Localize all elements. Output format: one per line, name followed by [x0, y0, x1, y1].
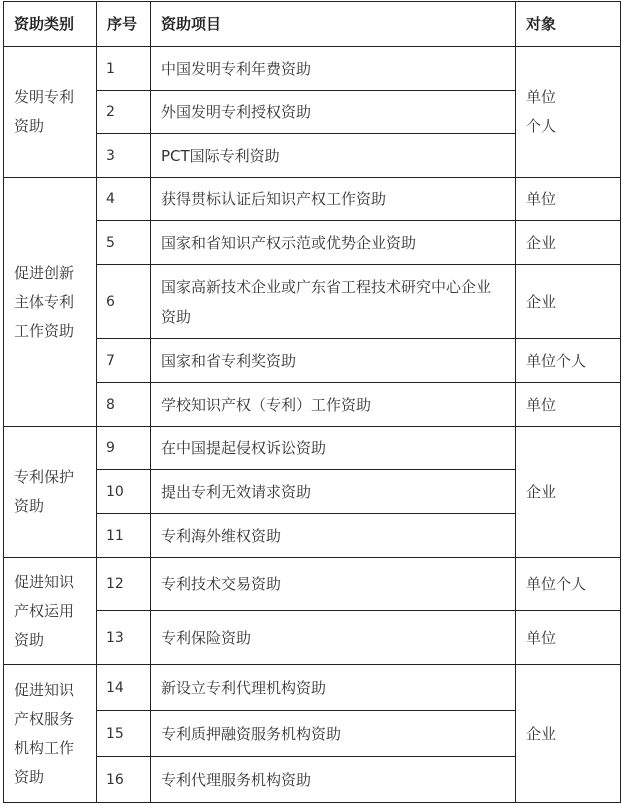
item-cell: 学校知识产权（专利）工作资助: [151, 383, 516, 427]
category-cell: 发明专利资助: [4, 47, 97, 178]
item-cell: 专利海外维权资助: [151, 514, 516, 558]
row-number: 12: [97, 558, 151, 611]
header-number: 序号: [97, 2, 151, 47]
row-number: 4: [97, 178, 151, 221]
table-row: [4, 265, 621, 339]
header-category: 资助类别: [4, 2, 97, 47]
target-cell: 单位: [516, 611, 621, 665]
category-cell: 促进知识产权运用资助: [4, 558, 97, 665]
table-row: [4, 611, 621, 665]
row-number: 3: [97, 134, 151, 178]
item-cell: 提出专利无效请求资助: [151, 470, 516, 514]
item-cell: 获得贯标认证后知识产权工作资助: [151, 178, 516, 221]
table-row: [4, 221, 621, 265]
table-row: [4, 339, 621, 383]
row-number: 6: [97, 265, 151, 339]
item-cell: 外国发明专利授权资助: [151, 91, 516, 134]
row-number: 8: [97, 383, 151, 427]
target-cell: 单位: [516, 178, 621, 221]
item-cell: 国家高新技术企业或广东省工程技术研究中心企业资助: [151, 265, 516, 339]
header-item: 资助项目: [151, 2, 516, 47]
item-cell: 专利代理服务机构资助: [151, 757, 516, 803]
item-cell: 专利技术交易资助: [151, 558, 516, 611]
item-cell: 专利质押融资服务机构资助: [151, 711, 516, 757]
target-cell: 企业: [516, 665, 621, 803]
row-number: 16: [97, 757, 151, 803]
item-cell: 中国发明专利年费资助: [151, 47, 516, 91]
item-cell: PCT国际专利资助: [151, 134, 516, 178]
header-target: 对象: [516, 2, 621, 47]
item-cell: 国家和省知识产权示范或优势企业资助: [151, 221, 516, 265]
target-cell: 单位个人: [516, 558, 621, 611]
table-row: [4, 427, 621, 470]
row-number: 14: [97, 665, 151, 711]
table-row: [4, 178, 621, 221]
target-cell: 单位: [516, 383, 621, 427]
row-number: 10: [97, 470, 151, 514]
table-row: [4, 665, 621, 711]
table-row: [4, 558, 621, 611]
target-cell: 企业: [516, 221, 621, 265]
table-row: [4, 47, 621, 91]
header-row: [4, 2, 621, 47]
category-cell: 促进创新主体专利工作资助: [4, 178, 97, 427]
target-cell: 企业: [516, 427, 621, 558]
grant-table: [3, 1, 621, 803]
row-number: 5: [97, 221, 151, 265]
row-number: 11: [97, 514, 151, 558]
row-number: 1: [97, 47, 151, 91]
row-number: 2: [97, 91, 151, 134]
item-cell: 国家和省专利奖资助: [151, 339, 516, 383]
item-cell: 新设立专利代理机构资助: [151, 665, 516, 711]
row-number: 7: [97, 339, 151, 383]
row-number: 13: [97, 611, 151, 665]
target-cell: 单位个人: [516, 47, 621, 178]
category-cell: 专利保护资助: [4, 427, 97, 558]
target-cell: 单位个人: [516, 339, 621, 383]
item-cell: 在中国提起侵权诉讼资助: [151, 427, 516, 470]
category-cell: 促进知识产权服务机构工作资助: [4, 665, 97, 803]
row-number: 9: [97, 427, 151, 470]
item-cell: 专利保险资助: [151, 611, 516, 665]
target-cell: 企业: [516, 265, 621, 339]
row-number: 15: [97, 711, 151, 757]
table-row: [4, 383, 621, 427]
